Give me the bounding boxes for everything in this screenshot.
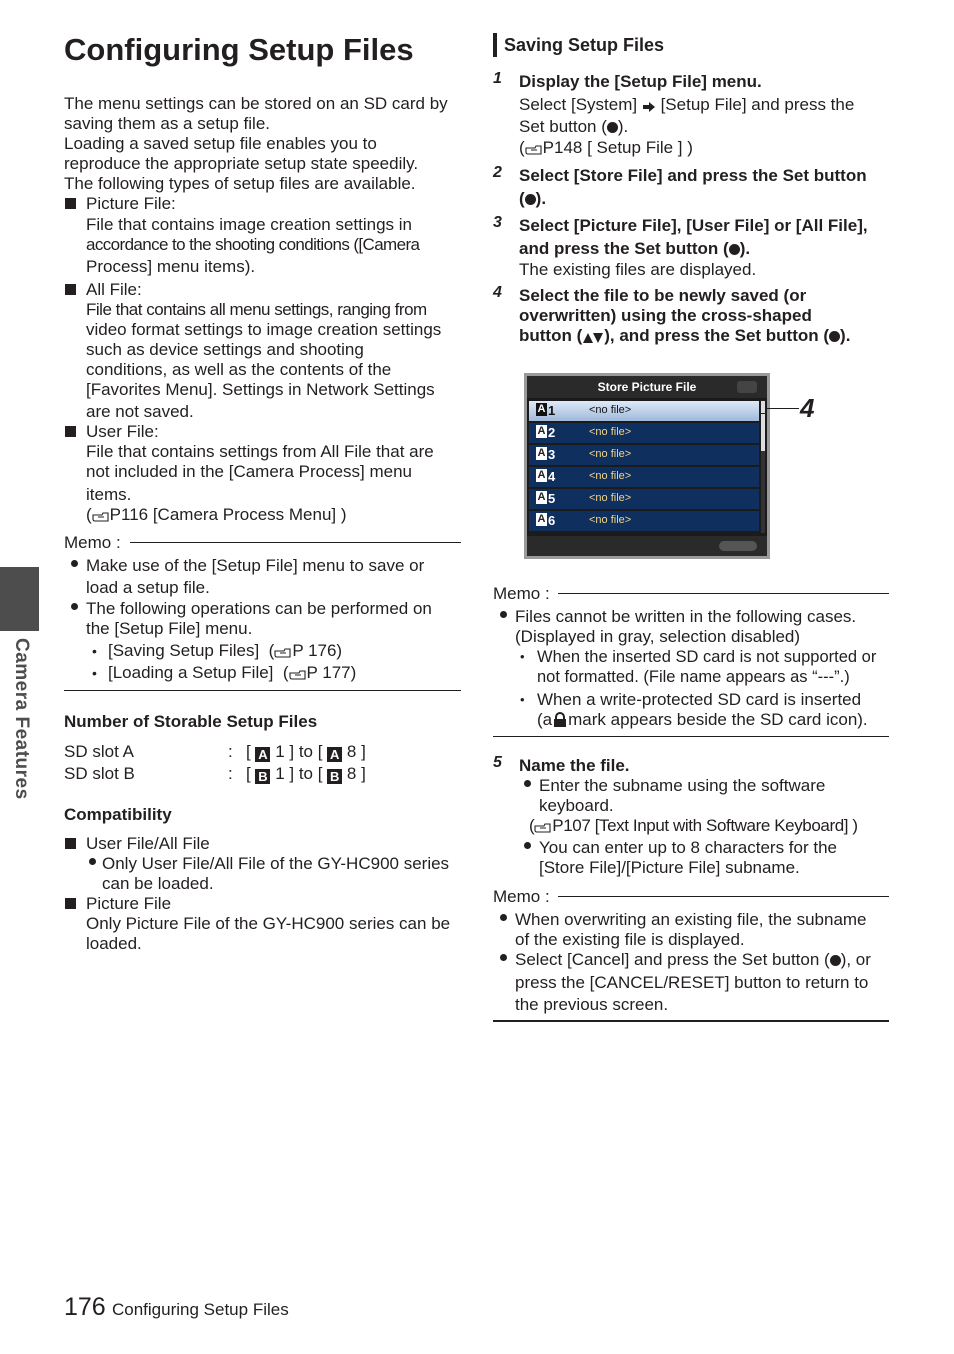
square-bullet-icon <box>65 426 76 437</box>
slot-a-range: [ A 1 ] to [ A 8 ] <box>246 742 366 762</box>
compatibility-heading: Compatibility <box>64 805 172 824</box>
step-title: Select [Store File] and press the Set button <box>519 166 867 185</box>
reference-hand-icon <box>289 669 307 681</box>
step-title: Name the file. <box>519 756 630 775</box>
step-number: 2 <box>493 164 502 181</box>
compat-text: loaded. <box>86 934 142 953</box>
side-tab: Camera Features <box>11 638 32 800</box>
bullet-icon <box>89 858 96 865</box>
reference-hand-icon <box>534 822 552 834</box>
screen-footer <box>527 536 767 556</box>
memo-sub-bullet: (a mark appears beside the SD card icon). <box>537 710 868 729</box>
memo-bullet: Files cannot be written in the following cases. <box>515 607 857 626</box>
slot-a-label: SD slot A <box>64 742 134 761</box>
set-button-icon <box>729 244 740 255</box>
screen-status-icon <box>737 381 757 393</box>
callout-number: 4 <box>800 393 815 423</box>
bullet-icon <box>500 954 507 961</box>
memo-bullet: press the [CANCEL/RESET] button to return to <box>515 973 869 992</box>
loading-setup-file-link[interactable]: [Loading a Setup File] ( P 177) <box>108 663 357 682</box>
file-row-selected[interactable]: A 1 <no file> <box>529 401 759 421</box>
memo-end-rule <box>493 736 889 737</box>
step-title: and press the Set button ( ). <box>519 239 751 258</box>
storable-heading: Number of Storable Setup Files <box>64 712 318 731</box>
callout-line <box>766 408 799 409</box>
compat-picture-file-label: Picture File <box>86 894 172 913</box>
all-file-text: are not saved. <box>86 402 194 421</box>
page-title: Configuring Setup Files <box>64 32 414 67</box>
memo-bullet: (Displayed in gray, selection disabled) <box>515 627 801 646</box>
intro-line: The following types of setup files are available. <box>64 174 416 193</box>
slot-a-colon: : <box>228 742 233 761</box>
user-file-label: User File: <box>86 422 159 441</box>
step-text: Set button ( ). <box>519 117 629 136</box>
bullet-icon <box>71 603 78 610</box>
memo-bullet: When overwriting an existing file, the subname <box>515 910 867 929</box>
memo-bullet: The following operations can be performed on <box>86 599 432 618</box>
memo-end-rule <box>64 690 461 691</box>
memo-bullet: Select [Cancel] and press the Set button ( ), or <box>515 950 871 969</box>
compat-user-file-label: User File/All File <box>86 834 210 853</box>
memo-label: Memo : <box>493 584 550 603</box>
memo-label: Memo : <box>64 533 121 552</box>
step-number: 4 <box>493 284 502 301</box>
screen-scrollbar[interactable] <box>761 401 765 533</box>
memo-bullet: the [Setup File] menu. <box>86 619 253 638</box>
slot-b-label: SD slot B <box>64 764 135 783</box>
sub-bullet-icon: • <box>520 649 525 664</box>
all-file-text: conditions, as well as the contents of the <box>86 360 392 379</box>
square-bullet-icon <box>65 838 76 849</box>
slot-b-range: [ B 1 ] to [ B 8 ] <box>246 764 366 784</box>
picture-file-text: File that contains image creation settings in <box>86 215 413 234</box>
memo-rule <box>558 896 889 897</box>
bullet-icon <box>524 780 531 787</box>
sub-bullet-icon: • <box>92 665 97 681</box>
store-picture-file-screen <box>524 373 770 559</box>
saving-heading: Saving Setup Files <box>504 35 665 55</box>
step-bullet: You can enter up to 8 characters for the <box>539 838 838 857</box>
set-button-icon <box>607 122 618 133</box>
step-title: Select [Picture File], [User File] or [All File], <box>519 216 868 235</box>
intro-line: reproduce the appropriate setup state speedily. <box>64 154 419 173</box>
memo-bullet: of the existing file is displayed. <box>515 930 745 949</box>
screen-title: Store Picture File <box>527 376 767 398</box>
picture-file-label: Picture File: <box>86 194 176 213</box>
memo-bullet: load a setup file. <box>86 578 210 597</box>
all-file-text: [Favorites Menu]. Settings in Network Settings <box>86 380 435 399</box>
section-end-rule <box>493 1020 889 1022</box>
intro-line: saving them as a setup file. <box>64 114 271 133</box>
up-down-arrow-icon <box>582 332 604 344</box>
bullet-icon <box>524 842 531 849</box>
picture-file-text: accordance to the shooting conditions ([Camera <box>86 235 420 254</box>
file-row[interactable]: A 5 <no file> <box>529 489 759 509</box>
all-file-text: File that contains all menu settings, ranging from <box>86 300 427 319</box>
step-number: 5 <box>493 754 502 771</box>
all-file-text: such as device settings and shooting <box>86 340 364 359</box>
sub-bullet-icon: • <box>520 692 525 707</box>
step-title: button ( ), and press the Set button ( ). <box>519 326 851 345</box>
callout-bracket <box>760 400 767 414</box>
bullet-icon <box>500 611 507 618</box>
file-row[interactable]: A 4 <no file> <box>529 467 759 487</box>
picture-file-text: Process] menu items). <box>86 257 256 276</box>
compat-text: Only Picture File of the GY-HC900 series can be <box>86 914 451 933</box>
memo-bullet: Make use of the [Setup File] menu to save or <box>86 556 425 575</box>
lock-icon <box>552 712 568 728</box>
user-file-ref[interactable]: ( P116 [Camera Process Menu] ) <box>86 505 347 524</box>
heading-bar <box>493 33 497 57</box>
step-number: 3 <box>493 214 502 231</box>
slot-b-colon: : <box>228 764 233 783</box>
intro-line: Loading a saved setup file enables you to <box>64 134 377 153</box>
user-file-text: File that contains settings from All File that are <box>86 442 434 461</box>
step-title: ( ). <box>519 189 547 208</box>
set-button-icon <box>830 955 841 966</box>
bullet-icon <box>71 560 78 567</box>
side-tab-block <box>0 567 39 631</box>
reference-hand-icon <box>92 511 110 523</box>
set-button-icon <box>525 194 536 205</box>
reference-hand-icon <box>525 144 543 156</box>
step-title: Display the [Setup File] menu. <box>519 72 762 91</box>
compat-text: Only User File/All File of the GY-HC900 series <box>102 854 450 873</box>
saving-setup-files-link[interactable]: [Saving Setup Files] ( P 176) <box>108 641 343 660</box>
square-bullet-icon <box>65 198 76 209</box>
memo-rule <box>130 542 461 543</box>
square-bullet-icon <box>65 898 76 909</box>
intro-line: The menu settings can be stored on an SD card by <box>64 94 448 113</box>
sub-bullet-icon: • <box>92 643 97 659</box>
step-text: The existing files are displayed. <box>519 260 757 279</box>
memo-sub-bullet: When the inserted SD card is not supported or <box>537 648 877 666</box>
user-file-text: not included in the [Camera Process] menu <box>86 462 413 481</box>
memo-sub-bullet: not formatted. (File name appears as “---”.) <box>537 668 850 686</box>
memo-bullet: the previous screen. <box>515 995 669 1014</box>
page-number: 176 <box>64 1293 106 1321</box>
reference-hand-icon <box>274 647 292 659</box>
compat-text: can be loaded. <box>102 874 214 893</box>
all-file-label: All File: <box>86 280 142 299</box>
step-number: 1 <box>493 70 502 87</box>
file-row[interactable]: A 3 <no file> <box>529 445 759 465</box>
set-button-icon <box>829 331 840 342</box>
file-row[interactable]: A 6 <no file> <box>529 511 759 531</box>
file-row[interactable]: A 2 <no file> <box>529 423 759 443</box>
step-bullet: [Store File]/[Picture File] subname. <box>539 858 800 877</box>
step-bullet: keyboard. <box>539 796 614 815</box>
step-bullet: Enter the subname using the software <box>539 776 826 795</box>
memo-rule <box>558 593 889 594</box>
step-text: Select [System] [Setup File] and press the <box>519 95 855 114</box>
footer-title: Configuring Setup Files <box>112 1300 289 1319</box>
bullet-icon <box>500 914 507 921</box>
memo-sub-bullet: When a write-protected SD card is inserted <box>537 690 862 709</box>
setup-file-ref[interactable]: ( P148 [ Setup File ] ) <box>519 138 693 157</box>
user-file-text: items. <box>86 485 132 504</box>
step-title: Select the file to be newly saved (or <box>519 286 807 305</box>
all-file-text: video format settings to image creation settings <box>86 320 442 339</box>
memo-label: Memo : <box>493 887 550 906</box>
step-title: overwritten) using the cross-shaped <box>519 306 812 325</box>
arrow-right-icon <box>642 101 656 113</box>
square-bullet-icon <box>65 284 76 295</box>
text-input-ref[interactable]: ( P107 [Text Input with Software Keyboard] ) <box>529 816 858 835</box>
